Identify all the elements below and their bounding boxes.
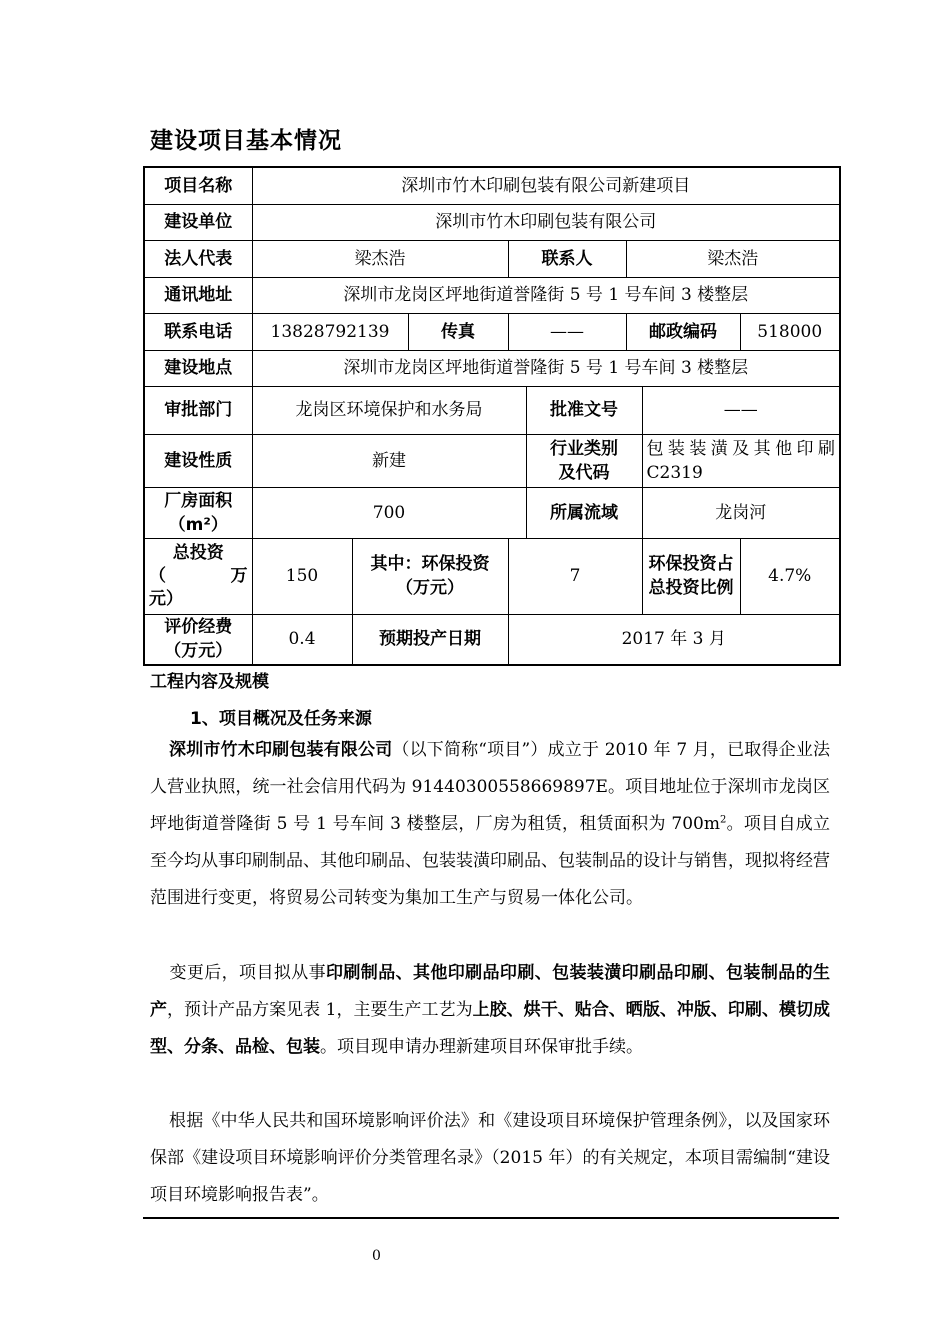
paragraph-change-text-b: ，预计产品方案见表 1，主要生产工艺为	[167, 1000, 473, 1020]
builder-value: 深圳市竹木印刷包装有限公司	[252, 204, 840, 240]
approval-dept-value: 龙岗区环境保护和水务局	[252, 386, 526, 434]
fax-label: 传真	[408, 313, 508, 350]
area-value: 700	[252, 487, 526, 538]
industry-value-line-1: 包装装潢及其他印刷	[646, 438, 835, 459]
area-label	[144, 487, 252, 538]
basin-label: 所属流域	[526, 487, 642, 538]
area-label-line-1: 厂房面积	[164, 490, 233, 511]
basin-value: 龙岗河	[642, 487, 840, 538]
builder-label: 建设单位	[144, 204, 252, 240]
eval-fee-label-line-1: 评价经费	[164, 617, 233, 638]
ratio-value: 4.7%	[740, 538, 840, 614]
sub-heading: 1、项目概况及任务来源	[190, 709, 372, 729]
ratio-label-line-1: 环保投资占	[648, 554, 734, 574]
paragraph-change	[150, 955, 830, 1066]
page-title: 建设项目基本情况	[150, 128, 342, 154]
env-invest-label-line-2: （万元）	[396, 578, 464, 598]
env-invest-label-line-1: 其中：环保投资	[370, 554, 490, 574]
address-value: 深圳市龙岗区坪地街道誉隆街 5 号 1 号车间 3 楼整层	[252, 277, 840, 313]
postcode-label: 邮政编码	[626, 313, 740, 350]
industry-label-line-2: 及代码	[558, 462, 610, 483]
section-heading: 工程内容及规模	[150, 672, 269, 692]
page-number: 0	[372, 1248, 381, 1264]
industry-label-line-1: 行业类别	[550, 438, 618, 459]
footer-rule	[143, 1217, 839, 1219]
fax-value: ——	[508, 313, 626, 350]
project-info-table	[143, 166, 841, 666]
paragraph-change-text-c: 。项目现申请办理新建项目环保审批手续。	[320, 1037, 643, 1057]
address-label: 通讯地址	[144, 277, 252, 313]
contact-label: 联系人	[508, 240, 626, 277]
company-name: 深圳市竹木印刷包装有限公司	[168, 740, 393, 760]
env-invest-value: 7	[508, 538, 642, 614]
project-name-value: 深圳市竹木印刷包装有限公司新建项目	[252, 167, 840, 204]
paragraph-overview-text-b: 。项目自成立至今均从事印刷制品、其他印刷品、包装装潢印刷品、包装制品的设计与销售，现拟将经营范围进行变更，将贸易公司转变为集加工生产与贸易一体化公司。	[150, 814, 831, 908]
paragraph-basis-text: 根据《中华人民共和国环境影响评价法》和《建设项目环境保护管理条例》，以及国家环保部《建设项目环境影响评价分类管理名录》（2015 年）的有关规定，本项目需编制“建设项目环境影响报告表”。	[150, 1111, 831, 1205]
invest-label	[144, 538, 252, 614]
project-name-label: 项目名称	[144, 167, 252, 204]
invest-value: 150	[252, 538, 352, 614]
paragraph-overview	[150, 732, 830, 917]
nature-value: 新建	[252, 434, 526, 487]
approval-doc-label: 批准文号	[526, 386, 642, 434]
nature-label: 建设性质	[144, 434, 252, 487]
phone-value: 13828792139	[252, 313, 408, 350]
start-date-label: 预期投产日期	[352, 614, 508, 665]
postcode-value: 518000	[740, 313, 840, 350]
paragraph-change-text-a: 变更后，项目拟从事	[169, 963, 327, 983]
invest-label-line-2: （ 万	[149, 565, 248, 586]
products-bold: 印刷制品、其他印刷品印刷、包装装潢印刷品印刷、包装制品的生产	[150, 963, 830, 1020]
start-date-value: 2017 年 3 月	[508, 614, 840, 665]
legal-rep-value: 梁杰浩	[252, 240, 508, 277]
legal-rep-label: 法人代表	[144, 240, 252, 277]
ratio-label	[642, 538, 740, 614]
ratio-label-line-2: 总投资比例	[648, 578, 734, 598]
area-unit-superscript: 2	[719, 814, 727, 826]
invest-label-line-1: 总投资	[172, 542, 224, 563]
approval-dept-label: 审批部门	[144, 386, 252, 434]
paragraph-basis	[150, 1103, 830, 1214]
paragraph-overview-text-a: （以下简称“项目”）成立于 2010 年 7 月，已取得企业法人营业执照，统一社会信用代码为 91440300558669897E。项目地址位于深圳市龙岗区坪地街道誉隆街 5 号 1 号车间 3 楼整层，厂房为租赁，租赁面积为 700m	[150, 740, 830, 834]
phone-label: 联系电话	[144, 313, 252, 350]
site-label: 建设地点	[144, 350, 252, 386]
area-label-line-2: （m²）	[168, 514, 228, 535]
industry-value-line-2: C2319	[646, 462, 703, 483]
site-value: 深圳市龙岗区坪地街道誉隆街 5 号 1 号车间 3 楼整层	[252, 350, 840, 386]
eval-fee-value: 0.4	[252, 614, 352, 665]
processes-bold: 上胶、烘干、贴合、晒版、冲版、印刷、模切成型、分条、品检、包装	[150, 1000, 831, 1057]
contact-value: 梁杰浩	[626, 240, 840, 277]
eval-fee-label-line-2: （万元）	[164, 641, 233, 662]
industry-value	[642, 434, 840, 487]
invest-label-line-3: 元）	[149, 588, 183, 609]
approval-doc-value: ——	[642, 386, 840, 434]
eval-fee-label	[144, 614, 252, 665]
env-invest-label	[352, 538, 508, 614]
industry-label	[526, 434, 642, 487]
